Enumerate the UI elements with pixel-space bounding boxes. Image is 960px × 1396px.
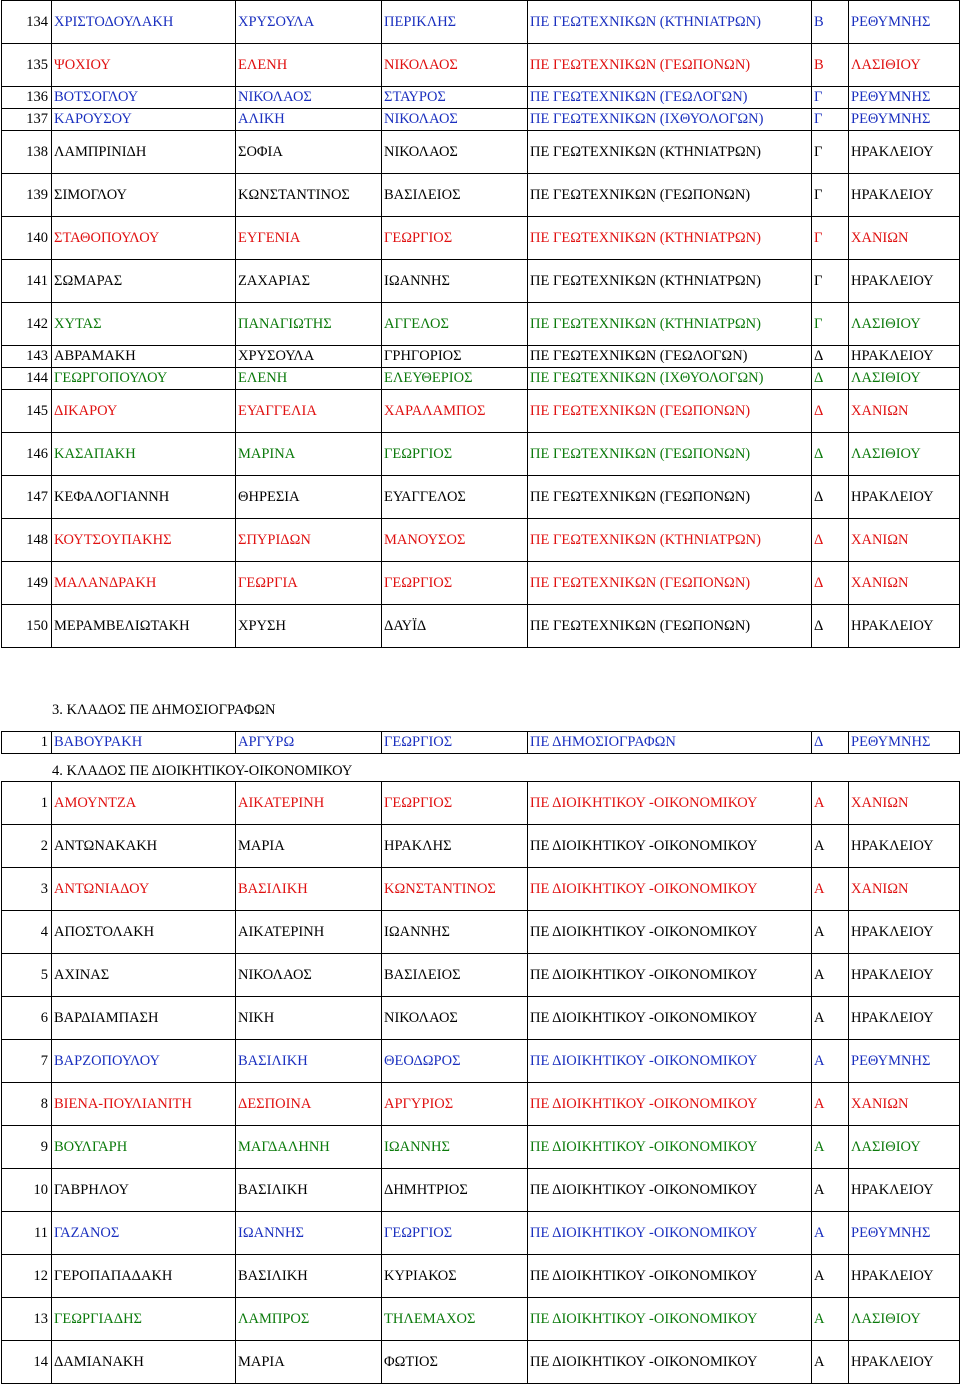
table-row	[2, 954, 960, 997]
table-row	[2, 868, 960, 911]
table-row	[2, 476, 960, 519]
table-row	[2, 131, 960, 174]
first-name-cell: ΔΕΣΠΟΙΝΑ	[236, 1083, 382, 1126]
father-name-cell: ΓΕΩΡΓΙΟΣ	[382, 732, 528, 754]
father-name-cell: ΔΗΜΗΤΡΙΟΣ	[382, 1169, 528, 1212]
table-row	[2, 44, 960, 87]
first-name-cell: ΝΙΚΟΛΑΟΣ	[236, 87, 382, 109]
region-cell: ΡΕΘΥΜΝΗΣ	[849, 1040, 960, 1083]
first-name-cell: ΕΥΑΓΓΕΛΙΑ	[236, 390, 382, 433]
category-cell: Α	[812, 1341, 849, 1384]
category-cell: Δ	[812, 605, 849, 648]
surname-cell: ΑΝΤΩΝΙΑΔΟΥ	[52, 868, 236, 911]
row-number: 145	[2, 390, 52, 433]
section-heading-journalists: 3. ΚΛΑΔΟΣ ΠΕ ΔΗΜΟΣΙΟΓΡΑΦΩΝ	[52, 702, 276, 718]
table-row	[2, 109, 960, 131]
row-number: 3	[2, 868, 52, 911]
region-cell: ΗΡΑΚΛΕΙΟΥ	[849, 1341, 960, 1384]
surname-cell: ΣΙΜΟΓΛΟΥ	[52, 174, 236, 217]
category-cell: Γ	[812, 131, 849, 174]
surname-cell: ΜΕΡΑΜΒΕΛΙΩΤΑΚΗ	[52, 605, 236, 648]
table-row	[2, 303, 960, 346]
father-name-cell: ΓΕΩΡΓΙΟΣ	[382, 433, 528, 476]
region-cell: ΛΑΣΙΘΙΟΥ	[849, 1298, 960, 1341]
father-name-cell: ΔΑΥΪΔ	[382, 605, 528, 648]
region-cell: ΗΡΑΚΛΕΙΟΥ	[849, 1255, 960, 1298]
father-name-cell: ΚΥΡΙΑΚΟΣ	[382, 1255, 528, 1298]
region-cell: ΗΡΑΚΛΕΙΟΥ	[849, 260, 960, 303]
row-number: 141	[2, 260, 52, 303]
category-cell: Δ	[812, 346, 849, 368]
father-name-cell: ΦΩΤΙΟΣ	[382, 1341, 528, 1384]
row-number: 149	[2, 562, 52, 605]
specialty-cell: ΠΕ ΔΙΟΙΚΗΤΙΚΟΥ -ΟΙΚΟΝΟΜΙΚΟΥ	[528, 1341, 812, 1384]
surname-cell: ΓΑΒΡΗΛΟΥ	[52, 1169, 236, 1212]
table-journalists	[1, 731, 960, 754]
region-cell: ΡΕΘΥΜΝΗΣ	[849, 109, 960, 131]
table-row	[2, 390, 960, 433]
region-cell: ΧΑΝΙΩΝ	[849, 782, 960, 825]
category-cell: Α	[812, 825, 849, 868]
region-cell: ΗΡΑΚΛΕΙΟΥ	[849, 476, 960, 519]
specialty-cell: ΠΕ ΔΗΜΟΣΙΟΓΡΑΦΩΝ	[528, 732, 812, 754]
surname-cell: ΑΧΙΝΑΣ	[52, 954, 236, 997]
father-name-cell: ΓΕΩΡΓΙΟΣ	[382, 217, 528, 260]
table-row	[2, 911, 960, 954]
father-name-cell: ΣΤΑΥΡΟΣ	[382, 87, 528, 109]
surname-cell: ΓΕΩΡΓΙΑΔΗΣ	[52, 1298, 236, 1341]
row-number: 8	[2, 1083, 52, 1126]
father-name-cell: ΝΙΚΟΛΑΟΣ	[382, 44, 528, 87]
first-name-cell: ΒΑΣΙΛΙΚΗ	[236, 1255, 382, 1298]
specialty-cell: ΠΕ ΓΕΩΤΕΧΝΙΚΩΝ (ΓΕΩΠΟΝΩΝ)	[528, 433, 812, 476]
region-cell: ΛΑΣΙΘΙΟΥ	[849, 44, 960, 87]
category-cell: Γ	[812, 87, 849, 109]
table-administrative	[1, 781, 960, 1384]
region-cell: ΡΕΘΥΜΝΗΣ	[849, 1212, 960, 1255]
surname-cell: ΒΑΡΔΙΑΜΠΑΣΗ	[52, 997, 236, 1040]
row-number: 14	[2, 1341, 52, 1384]
region-cell: ΧΑΝΙΩΝ	[849, 868, 960, 911]
surname-cell: ΒΑΡΖΟΠΟΥΛΟΥ	[52, 1040, 236, 1083]
surname-cell: ΜΑΛΑΝΔΡΑΚΗ	[52, 562, 236, 605]
surname-cell: ΒΟΥΛΓΑΡΗ	[52, 1126, 236, 1169]
category-cell: Δ	[812, 519, 849, 562]
surname-cell: ΧΡΙΣΤΟΔΟΥΛΑΚΗ	[52, 1, 236, 44]
surname-cell: ΑΝΤΩΝΑΚΑΚΗ	[52, 825, 236, 868]
region-cell: ΗΡΑΚΛΕΙΟΥ	[849, 954, 960, 997]
first-name-cell: ΕΥΓΕΝΙΑ	[236, 217, 382, 260]
specialty-cell: ΠΕ ΓΕΩΤΕΧΝΙΚΩΝ (ΓΕΩΠΟΝΩΝ)	[528, 44, 812, 87]
specialty-cell: ΠΕ ΓΕΩΤΕΧΝΙΚΩΝ (ΚΤΗΝΙΑΤΡΩΝ)	[528, 131, 812, 174]
region-cell: ΧΑΝΙΩΝ	[849, 217, 960, 260]
category-cell: Β	[812, 44, 849, 87]
father-name-cell: ΑΓΓΕΛΟΣ	[382, 303, 528, 346]
first-name-cell: ΒΑΣΙΛΙΚΗ	[236, 1040, 382, 1083]
table-row	[2, 1083, 960, 1126]
first-name-cell: ΕΛΕΝΗ	[236, 44, 382, 87]
surname-cell: ΛΑΜΠΡΙΝΙΔΗ	[52, 131, 236, 174]
first-name-cell: ΙΩΑΝΝΗΣ	[236, 1212, 382, 1255]
category-cell: Γ	[812, 109, 849, 131]
category-cell: Γ	[812, 174, 849, 217]
table-row	[2, 1126, 960, 1169]
row-number: 143	[2, 346, 52, 368]
surname-cell: ΓΕΡΟΠΑΠΑΔΑΚΗ	[52, 1255, 236, 1298]
father-name-cell: ΑΡΓΥΡΙΟΣ	[382, 1083, 528, 1126]
first-name-cell: ΧΡΥΣΗ	[236, 605, 382, 648]
row-number: 11	[2, 1212, 52, 1255]
specialty-cell: ΠΕ ΔΙΟΙΚΗΤΙΚΟΥ -ΟΙΚΟΝΟΜΙΚΟΥ	[528, 997, 812, 1040]
father-name-cell: ΒΑΣΙΛΕΙΟΣ	[382, 174, 528, 217]
table-row	[2, 346, 960, 368]
specialty-cell: ΠΕ ΔΙΟΙΚΗΤΙΚΟΥ -ΟΙΚΟΝΟΜΙΚΟΥ	[528, 1126, 812, 1169]
specialty-cell: ΠΕ ΔΙΟΙΚΗΤΙΚΟΥ -ΟΙΚΟΝΟΜΙΚΟΥ	[528, 825, 812, 868]
specialty-cell: ΠΕ ΓΕΩΤΕΧΝΙΚΩΝ (ΚΤΗΝΙΑΤΡΩΝ)	[528, 260, 812, 303]
surname-cell: ΧΥΤΑΣ	[52, 303, 236, 346]
category-cell: Α	[812, 911, 849, 954]
father-name-cell: ΙΩΑΝΝΗΣ	[382, 911, 528, 954]
surname-cell: ΒΙΕΝΑ-ΠΟΥΛΙΑΝΙΤΗ	[52, 1083, 236, 1126]
category-cell: Γ	[812, 260, 849, 303]
table-row	[2, 1040, 960, 1083]
row-number: 10	[2, 1169, 52, 1212]
region-cell: ΗΡΑΚΛΕΙΟΥ	[849, 825, 960, 868]
region-cell: ΡΕΘΥΜΝΗΣ	[849, 732, 960, 754]
father-name-cell: ΠΕΡΙΚΛΗΣ	[382, 1, 528, 44]
specialty-cell: ΠΕ ΓΕΩΤΕΧΝΙΚΩΝ (ΓΕΩΠΟΝΩΝ)	[528, 605, 812, 648]
region-cell: ΗΡΑΚΛΕΙΟΥ	[849, 997, 960, 1040]
table-row	[2, 87, 960, 109]
first-name-cell: ΑΙΚΑΤΕΡΙΝΗ	[236, 911, 382, 954]
surname-cell: ΣΤΑΘΟΠΟΥΛΟΥ	[52, 217, 236, 260]
row-number: 7	[2, 1040, 52, 1083]
specialty-cell: ΠΕ ΓΕΩΤΕΧΝΙΚΩΝ (ΓΕΩΠΟΝΩΝ)	[528, 476, 812, 519]
father-name-cell: ΒΑΣΙΛΕΙΟΣ	[382, 954, 528, 997]
specialty-cell: ΠΕ ΔΙΟΙΚΗΤΙΚΟΥ -ΟΙΚΟΝΟΜΙΚΟΥ	[528, 1298, 812, 1341]
table-row	[2, 1, 960, 44]
first-name-cell: ΧΡΥΣΟΥΛΑ	[236, 346, 382, 368]
surname-cell: ΣΩΜΑΡΑΣ	[52, 260, 236, 303]
region-cell: ΗΡΑΚΛΕΙΟΥ	[849, 346, 960, 368]
table-row	[2, 825, 960, 868]
category-cell: Α	[812, 1126, 849, 1169]
category-cell: Α	[812, 1298, 849, 1341]
row-number: 146	[2, 433, 52, 476]
specialty-cell: ΠΕ ΓΕΩΤΕΧΝΙΚΩΝ (ΙΧΘΥΟΛΟΓΩΝ)	[528, 368, 812, 390]
table-row	[2, 1212, 960, 1255]
region-cell: ΛΑΣΙΘΙΟΥ	[849, 303, 960, 346]
first-name-cell: ΘΗΡΕΣΙΑ	[236, 476, 382, 519]
category-cell: Α	[812, 1212, 849, 1255]
first-name-cell: ΒΑΣΙΛΙΚΗ	[236, 1169, 382, 1212]
region-cell: ΗΡΑΚΛΕΙΟΥ	[849, 131, 960, 174]
surname-cell: ΔΙΚΑΡΟΥ	[52, 390, 236, 433]
table-row	[2, 997, 960, 1040]
category-cell: Α	[812, 868, 849, 911]
row-number: 147	[2, 476, 52, 519]
first-name-cell: ΣΟΦΙΑ	[236, 131, 382, 174]
first-name-cell: ΜΑΡΙΝΑ	[236, 433, 382, 476]
surname-cell: ΚΑΣΑΠΑΚΗ	[52, 433, 236, 476]
region-cell: ΧΑΝΙΩΝ	[849, 519, 960, 562]
row-number: 142	[2, 303, 52, 346]
region-cell: ΧΑΝΙΩΝ	[849, 562, 960, 605]
father-name-cell: ΓΕΩΡΓΙΟΣ	[382, 562, 528, 605]
specialty-cell: ΠΕ ΓΕΩΤΕΧΝΙΚΩΝ (ΓΕΩΛΟΓΩΝ)	[528, 87, 812, 109]
category-cell: Α	[812, 1169, 849, 1212]
row-number: 138	[2, 131, 52, 174]
row-number: 150	[2, 605, 52, 648]
table-row	[2, 519, 960, 562]
specialty-cell: ΠΕ ΓΕΩΤΕΧΝΙΚΩΝ (ΚΤΗΝΙΑΤΡΩΝ)	[528, 519, 812, 562]
region-cell: ΗΡΑΚΛΕΙΟΥ	[849, 1169, 960, 1212]
specialty-cell: ΠΕ ΓΕΩΤΕΧΝΙΚΩΝ (ΚΤΗΝΙΑΤΡΩΝ)	[528, 303, 812, 346]
surname-cell: ΚΟΥΤΣΟΥΠΑΚΗΣ	[52, 519, 236, 562]
surname-cell: ΒΟΤΣΟΓΛΟΥ	[52, 87, 236, 109]
category-cell: Β	[812, 1, 849, 44]
father-name-cell: ΧΑΡΑΛΑΜΠΟΣ	[382, 390, 528, 433]
specialty-cell: ΠΕ ΓΕΩΤΕΧΝΙΚΩΝ (ΓΕΩΠΟΝΩΝ)	[528, 390, 812, 433]
father-name-cell: ΓΕΩΡΓΙΟΣ	[382, 1212, 528, 1255]
specialty-cell: ΠΕ ΔΙΟΙΚΗΤΙΚΟΥ -ΟΙΚΟΝΟΜΙΚΟΥ	[528, 911, 812, 954]
first-name-cell: ΑΛΙΚΗ	[236, 109, 382, 131]
first-name-cell: ΜΑΡΙΑ	[236, 825, 382, 868]
specialty-cell: ΠΕ ΔΙΟΙΚΗΤΙΚΟΥ -ΟΙΚΟΝΟΜΙΚΟΥ	[528, 1040, 812, 1083]
specialty-cell: ΠΕ ΔΙΟΙΚΗΤΙΚΟΥ -ΟΙΚΟΝΟΜΙΚΟΥ	[528, 868, 812, 911]
region-cell: ΗΡΑΚΛΕΙΟΥ	[849, 605, 960, 648]
specialty-cell: ΠΕ ΓΕΩΤΕΧΝΙΚΩΝ (ΓΕΩΛΟΓΩΝ)	[528, 346, 812, 368]
row-number: 139	[2, 174, 52, 217]
row-number: 6	[2, 997, 52, 1040]
category-cell: Δ	[812, 368, 849, 390]
table-row	[2, 260, 960, 303]
first-name-cell: ΕΛΕΝΗ	[236, 368, 382, 390]
table-row	[2, 174, 960, 217]
first-name-cell: ΖΑΧΑΡΙΑΣ	[236, 260, 382, 303]
father-name-cell: ΝΙΚΟΛΑΟΣ	[382, 109, 528, 131]
surname-cell: ΓΑΖΑΝΟΣ	[52, 1212, 236, 1255]
row-number: 2	[2, 825, 52, 868]
row-number: 12	[2, 1255, 52, 1298]
category-cell: Δ	[812, 732, 849, 754]
specialty-cell: ΠΕ ΔΙΟΙΚΗΤΙΚΟΥ -ΟΙΚΟΝΟΜΙΚΟΥ	[528, 782, 812, 825]
table-row	[2, 433, 960, 476]
table-row	[2, 732, 960, 754]
category-cell: Δ	[812, 562, 849, 605]
first-name-cell: ΜΑΓΔΑΛΗΝΗ	[236, 1126, 382, 1169]
specialty-cell: ΠΕ ΓΕΩΤΕΧΝΙΚΩΝ (ΓΕΩΠΟΝΩΝ)	[528, 562, 812, 605]
first-name-cell: ΝΙΚΟΛΑΟΣ	[236, 954, 382, 997]
row-number: 140	[2, 217, 52, 260]
surname-cell: ΚΕΦΑΛΟΓΙΑΝΝΗ	[52, 476, 236, 519]
section-heading-administrative: 4. ΚΛΑΔΟΣ ΠΕ ΔΙΟΙΚΗΤΙΚΟΥ-ΟΙΚΟΝΟΜΙΚΟΥ	[52, 763, 353, 779]
region-cell: ΗΡΑΚΛΕΙΟΥ	[849, 174, 960, 217]
category-cell: Γ	[812, 303, 849, 346]
surname-cell: ΑΒΡΑΜΑΚΗ	[52, 346, 236, 368]
surname-cell: ΔΑΜΙΑΝΑΚΗ	[52, 1341, 236, 1384]
father-name-cell: ΙΩΑΝΝΗΣ	[382, 1126, 528, 1169]
region-cell: ΡΕΘΥΜΝΗΣ	[849, 1, 960, 44]
surname-cell: ΑΠΟΣΤΟΛΑΚΗ	[52, 911, 236, 954]
specialty-cell: ΠΕ ΔΙΟΙΚΗΤΙΚΟΥ -ΟΙΚΟΝΟΜΙΚΟΥ	[528, 1212, 812, 1255]
row-number: 9	[2, 1126, 52, 1169]
row-number: 148	[2, 519, 52, 562]
specialty-cell: ΠΕ ΔΙΟΙΚΗΤΙΚΟΥ -ΟΙΚΟΝΟΜΙΚΟΥ	[528, 1169, 812, 1212]
father-name-cell: ΝΙΚΟΛΑΟΣ	[382, 997, 528, 1040]
first-name-cell: ΒΑΣΙΛΙΚΗ	[236, 868, 382, 911]
specialty-cell: ΠΕ ΔΙΟΙΚΗΤΙΚΟΥ -ΟΙΚΟΝΟΜΙΚΟΥ	[528, 1083, 812, 1126]
category-cell: Δ	[812, 390, 849, 433]
surname-cell: ΒΑΒΟΥΡΑΚΗ	[52, 732, 236, 754]
table-row	[2, 217, 960, 260]
father-name-cell: ΤΗΛΕΜΑΧΟΣ	[382, 1298, 528, 1341]
category-cell: Δ	[812, 476, 849, 519]
region-cell: ΛΑΣΙΘΙΟΥ	[849, 368, 960, 390]
surname-cell: ΚΑΡΟΥΣΟΥ	[52, 109, 236, 131]
specialty-cell: ΠΕ ΓΕΩΤΕΧΝΙΚΩΝ (ΚΤΗΝΙΑΤΡΩΝ)	[528, 217, 812, 260]
table-row	[2, 368, 960, 390]
father-name-cell: ΓΕΩΡΓΙΟΣ	[382, 782, 528, 825]
region-cell: ΡΕΘΥΜΝΗΣ	[849, 87, 960, 109]
father-name-cell: ΘΕΟΔΩΡΟΣ	[382, 1040, 528, 1083]
surname-cell: ΑΜΟΥΝΤΖΑ	[52, 782, 236, 825]
row-number: 144	[2, 368, 52, 390]
row-number: 5	[2, 954, 52, 997]
first-name-cell: ΣΠΥΡΙΔΩΝ	[236, 519, 382, 562]
surname-cell: ΨΟΧΙΟΥ	[52, 44, 236, 87]
specialty-cell: ΠΕ ΓΕΩΤΕΧΝΙΚΩΝ (ΚΤΗΝΙΑΤΡΩΝ)	[528, 1, 812, 44]
specialty-cell: ΠΕ ΓΕΩΤΕΧΝΙΚΩΝ (ΙΧΘΥΟΛΟΓΩΝ)	[528, 109, 812, 131]
specialty-cell: ΠΕ ΔΙΟΙΚΗΤΙΚΟΥ -ΟΙΚΟΝΟΜΙΚΟΥ	[528, 954, 812, 997]
table-geotechnical	[1, 0, 960, 648]
surname-cell: ΓΕΩΡΓΟΠΟΥΛΟΥ	[52, 368, 236, 390]
father-name-cell: ΕΛΕΥΘΕΡΙΟΣ	[382, 368, 528, 390]
table-row	[2, 605, 960, 648]
father-name-cell: ΙΩΑΝΝΗΣ	[382, 260, 528, 303]
first-name-cell: ΠΑΝΑΓΙΩΤΗΣ	[236, 303, 382, 346]
specialty-cell: ΠΕ ΓΕΩΤΕΧΝΙΚΩΝ (ΓΕΩΠΟΝΩΝ)	[528, 174, 812, 217]
table-row	[2, 1298, 960, 1341]
row-number: 136	[2, 87, 52, 109]
table-row	[2, 782, 960, 825]
category-cell: Α	[812, 997, 849, 1040]
first-name-cell: ΧΡΥΣΟΥΛΑ	[236, 1, 382, 44]
category-cell: Α	[812, 1255, 849, 1298]
category-cell: Γ	[812, 217, 849, 260]
first-name-cell: ΓΕΩΡΓΙΑ	[236, 562, 382, 605]
region-cell: ΛΑΣΙΘΙΟΥ	[849, 433, 960, 476]
first-name-cell: ΝΙΚΗ	[236, 997, 382, 1040]
row-number: 134	[2, 1, 52, 44]
category-cell: Α	[812, 782, 849, 825]
father-name-cell: ΕΥΑΓΓΕΛΟΣ	[382, 476, 528, 519]
row-number: 135	[2, 44, 52, 87]
first-name-cell: ΜΑΡΙΑ	[236, 1341, 382, 1384]
table-row	[2, 1341, 960, 1384]
category-cell: Α	[812, 954, 849, 997]
row-number: 13	[2, 1298, 52, 1341]
region-cell: ΧΑΝΙΩΝ	[849, 390, 960, 433]
specialty-cell: ΠΕ ΔΙΟΙΚΗΤΙΚΟΥ -ΟΙΚΟΝΟΜΙΚΟΥ	[528, 1255, 812, 1298]
table-row	[2, 1169, 960, 1212]
first-name-cell: ΛΑΜΠΡΟΣ	[236, 1298, 382, 1341]
table-row	[2, 1255, 960, 1298]
row-number: 1	[2, 732, 52, 754]
father-name-cell: ΝΙΚΟΛΑΟΣ	[382, 131, 528, 174]
row-number: 137	[2, 109, 52, 131]
father-name-cell: ΗΡΑΚΛΗΣ	[382, 825, 528, 868]
father-name-cell: ΚΩΝΣΤΑΝΤΙΝΟΣ	[382, 868, 528, 911]
category-cell: Α	[812, 1040, 849, 1083]
category-cell: Δ	[812, 433, 849, 476]
first-name-cell: ΑΙΚΑΤΕΡΙΝΗ	[236, 782, 382, 825]
row-number: 1	[2, 782, 52, 825]
father-name-cell: ΜΑΝΟΥΣΟΣ	[382, 519, 528, 562]
region-cell: ΗΡΑΚΛΕΙΟΥ	[849, 911, 960, 954]
table-row	[2, 562, 960, 605]
first-name-cell: ΑΡΓΥΡΩ	[236, 732, 382, 754]
row-number: 4	[2, 911, 52, 954]
category-cell: Α	[812, 1083, 849, 1126]
region-cell: ΛΑΣΙΘΙΟΥ	[849, 1126, 960, 1169]
region-cell: ΧΑΝΙΩΝ	[849, 1083, 960, 1126]
father-name-cell: ΓΡΗΓΟΡΙΟΣ	[382, 346, 528, 368]
first-name-cell: ΚΩΝΣΤΑΝΤΙΝΟΣ	[236, 174, 382, 217]
